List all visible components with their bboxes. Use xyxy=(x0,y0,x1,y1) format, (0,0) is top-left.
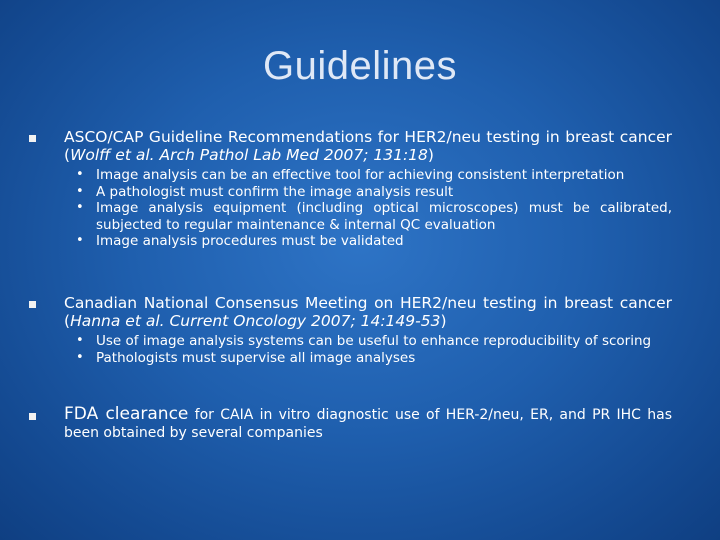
bullet-text-main: Canadian National Consensus Meeting on HER2/neu testing in breast cancer ( xyxy=(64,294,672,330)
fda-clearance-lead: FDA clearance xyxy=(64,404,189,424)
sub-item-text: Pathologists must supervise all image analyses xyxy=(96,349,416,366)
citation: Hanna et al. Current Oncology 2007; 14:149-53 xyxy=(70,312,441,330)
sub-item-text: Use of image analysis systems can be useful to enhance reproducibility of scoring xyxy=(96,333,652,349)
bullet-text xyxy=(64,405,672,442)
bullet-text xyxy=(64,128,672,164)
square-bullet-icon xyxy=(29,135,36,142)
sub-item-text: A pathologist must confirm the image analysis result xyxy=(96,183,454,200)
sub-list-asco-cap xyxy=(76,167,672,250)
round-bullet-icon: • xyxy=(76,167,84,182)
bullet-text-main: for CAIA in vitro diagnostic use of HER-2/neu, ER, and PR IHC has been obtained by several companies xyxy=(64,407,673,441)
sub-list-item xyxy=(76,184,672,201)
round-bullet-icon: • xyxy=(76,200,84,215)
bullet-text-close: ) xyxy=(440,312,447,330)
sub-list-item xyxy=(76,167,672,184)
square-bullet-icon xyxy=(29,413,36,420)
sub-list-canadian-consensus xyxy=(76,333,672,366)
bullet-text-main: ASCO/CAP Guideline Recommendations for HER2/neu testing in breast cancer ( xyxy=(64,128,672,164)
sub-item-text: Image analysis can be an effective tool for achieving consistent interpretation xyxy=(96,167,625,183)
sub-list-item xyxy=(76,233,672,250)
sub-list-item xyxy=(76,350,672,367)
round-bullet-icon: • xyxy=(76,349,84,365)
round-bullet-icon: • xyxy=(76,183,84,199)
bullet-text-close: ) xyxy=(427,146,434,164)
square-bullet-icon xyxy=(29,301,36,308)
slide-title: Guidelines xyxy=(262,44,457,88)
citation: Wolff et al. Arch Pathol Lab Med 2007; 131:18 xyxy=(70,146,428,164)
sub-item-text: Image analysis procedures must be validated xyxy=(96,233,404,249)
sub-list-item xyxy=(76,333,672,350)
sub-item-text: Image analysis equipment (including optical microscopes) must be calibrated, subjected to regular maintenance & internal QC evaluation xyxy=(96,200,672,233)
bullet-text xyxy=(64,294,672,330)
round-bullet-icon: • xyxy=(76,233,84,248)
round-bullet-icon: • xyxy=(76,333,84,348)
sub-list-item xyxy=(76,200,672,233)
